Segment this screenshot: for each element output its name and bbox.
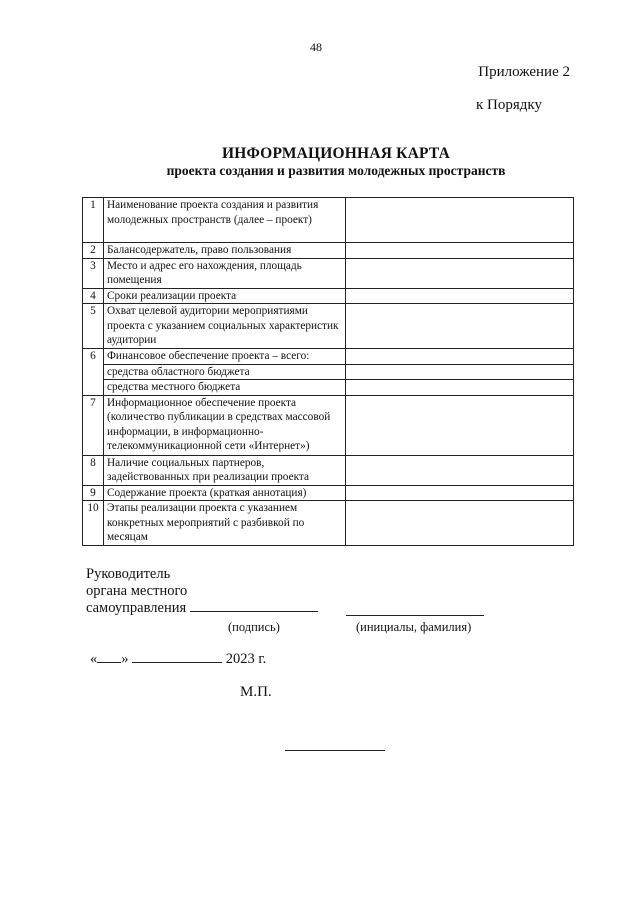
appendix-reference: к Порядку [476,97,542,113]
row-value [346,501,574,546]
row-label: Информационное обеспечение проекта (количество публикации в средствах массовой информации, в информационно-телекоммуникационной сети «Интернет») [104,395,346,455]
row-value [346,288,574,304]
document-title: ИНФОРМАЦИОННАЯ КАРТА [221,145,451,162]
table-row [83,349,574,365]
date-close-quote: » [121,651,129,667]
row-label: Финансовое обеспечение проекта – всего: [104,349,346,365]
appendix-label: Приложение 2 [478,64,570,80]
date-line [90,650,266,668]
row-label: Место и адрес его нахождения, площадь помещения [104,258,346,288]
row-label: Содержание проекта (краткая аннотация) [104,485,346,501]
day-blank [97,650,121,663]
row-label: Наименование проекта создания и развития молодежных пространств (далее – проект) [104,198,346,243]
row-value [346,349,574,365]
table-row [83,380,574,396]
row-label: Этапы реализации проекта с указанием конкретных мероприятий с разбивкой по месяцам [104,501,346,546]
table-row [83,455,574,485]
end-divider [285,750,385,751]
row-value [346,364,574,380]
row-value [346,304,574,349]
row-number: 8 [83,455,104,485]
row-label: Балансодержатель, право пользования [104,243,346,259]
initials-line [346,601,484,616]
row-number: 4 [83,288,104,304]
row-label: Сроки реализации проекта [104,288,346,304]
row-value [346,243,574,259]
date-year: 2023 г. [225,651,267,667]
signatory-title-line1: Руководитель [86,566,171,582]
row-label: Охват целевой аудитории мероприятиями проекта с указанием социальных характеристик аудитории [104,304,346,349]
row-value [346,198,574,243]
document-subtitle: проекта создания и развития молодежных пространств [166,163,506,178]
signature-block [86,566,318,617]
table-row [83,198,574,243]
row-number: 2 [83,243,104,259]
table-row [83,258,574,288]
info-card-table [82,197,574,546]
row-value [346,485,574,501]
signatory-title-line3: самоуправления [86,600,187,616]
table-row [83,243,574,259]
date-open-quote: « [90,651,98,667]
signature-line [190,601,318,612]
table-row [83,501,574,546]
stamp-placeholder: М.П. [240,684,272,700]
table-row [83,395,574,455]
initials-caption: (инициалы, фамилия) [356,620,472,634]
row-number: 3 [83,258,104,288]
row-number: 7 [83,395,104,455]
row-number: 5 [83,304,104,349]
table-row [83,288,574,304]
row-label: Наличие социальных партнеров, задействованных при реализации проекта [104,455,346,485]
table-row [83,485,574,501]
table-row [83,364,574,380]
row-value [346,258,574,288]
row-number: 6 [83,349,104,396]
row-value [346,455,574,485]
row-value [346,380,574,396]
row-number: 1 [83,198,104,243]
month-blank [132,650,222,663]
signature-caption: (подпись) [228,620,280,634]
row-number: 9 [83,485,104,501]
row-value [346,395,574,455]
page-number: 48 [310,40,322,54]
signatory-title-line2: органа местного [86,583,188,599]
row-label: средства местного бюджета [104,380,346,396]
table-row [83,304,574,349]
row-label: средства областного бюджета [104,364,346,380]
row-number: 10 [83,501,104,546]
